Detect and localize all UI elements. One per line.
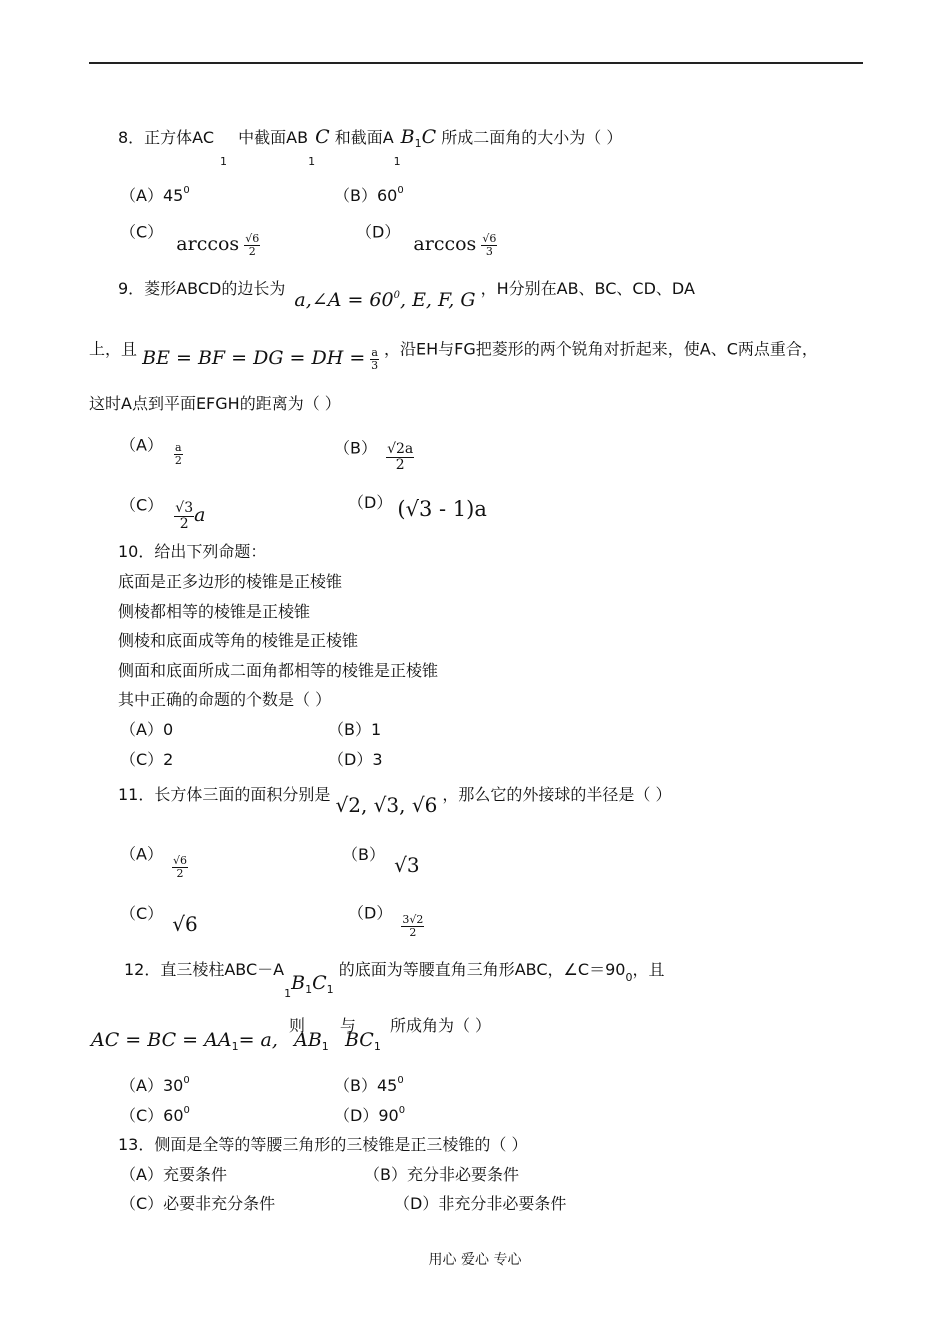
q12-option-b: $(B)45^0$ (334, 1075, 404, 1095)
q10-stem: 10．给出下列命题： (118, 542, 267, 561)
q11-option-d: （D） $\frac{3√2}{2}$ (348, 903, 424, 939)
q13-option-d: （D）非充分非必要条件 (394, 1194, 567, 1213)
q13-option-a: （A）充要条件 (120, 1165, 227, 1184)
q12-stem: 12．直三棱柱$ABC-A_1B_1C_1$ 的底面为等腰直角三角形ABC，$\angle C=90_0$，且 (124, 960, 665, 1000)
q9-line2: 上，且 BE = BF = DG = DH = $\frac{a}{3}$ ，沿EH与FG把菱形的两个锐角对折起来，使A、C两点重合， (89, 339, 818, 372)
q10-item-3: 侧棱和底面成等角的棱锥是正棱锥 (118, 631, 359, 650)
q10-option-c: （C）2 (120, 750, 174, 769)
q10-option-d: （D）3 (328, 750, 383, 769)
q10-item-4: 侧面和底面所成二面角都相等的棱锥是正棱锥 (118, 661, 439, 680)
q11-option-c: （C） √6 (120, 904, 198, 936)
header-rule (89, 62, 863, 64)
q11-stem: 11．长方体三面的面积分别是 √2, √3, √6 ，那么它的外接球的半径是（ ） (118, 785, 672, 817)
q13-option-c: （C）必要非充分条件 (120, 1194, 276, 1213)
q12-option-d: $(D)90^0$ (334, 1105, 406, 1125)
q9-option-a: （A） $\frac{a}{2}$ (120, 435, 182, 467)
q11-option-b: （B） √3 (342, 845, 420, 877)
q10-option-a: （A）0 (120, 720, 174, 739)
q12-option-a: $(A)30^0$ (120, 1075, 190, 1095)
q12-option-c: $(C)60^0$ (120, 1105, 190, 1125)
q9-option-c: （C） $\frac{√3}{2}$ a (120, 495, 206, 532)
q8-stem: 8．正方体$AC_1$ 中截面$AB_1C$ 和截面$A_1B_1C$ 所成二面角的大小为（ ） (118, 126, 623, 168)
q11-option-a: （A） $\frac{√6}{2}$ (120, 844, 188, 880)
q8-option-b: $(B)60^0$ (334, 185, 404, 205)
q10-question: 其中正确的命题的个数是（ ） (118, 690, 332, 709)
q10-item-2: 侧棱都相等的棱锥是正棱锥 (118, 602, 311, 621)
q13-stem: 13．侧面是全等的等腰三角形的三棱锥是正三棱锥的（ ） (118, 1135, 528, 1154)
page-footer: 用心 爱心 专心 (428, 1252, 522, 1268)
q8-option-d: （D） arccos $\frac{√6}{3}$ (356, 222, 497, 258)
q12-line2: AC = BC = $AA_1= a$, 则 $AB_1$ 与 $BC_1$ 所成角为（ ） (91, 1016, 492, 1053)
q9-line3: 这时A点到平面EFGH的距离为（ ） (89, 394, 341, 413)
q10-item-1: 底面是正多边形的棱锥是正棱锥 (118, 572, 343, 591)
q8-option-a: $(A)45^0$ (120, 185, 190, 205)
q13-option-b: （B）充分非必要条件 (364, 1165, 519, 1184)
q9-option-d: （D） (√3 - 1)a (348, 493, 487, 521)
q9-option-b: （B） $\frac{√2a}{2}$ (334, 438, 414, 473)
q9-stem: 9．菱形ABCD的边长为 a,∠A = $60^0$, E, F, G ，H分别在AB、BC、CD、DA (118, 279, 695, 311)
q8-option-c: （C） arccos $\frac{√6}{2}$ (120, 222, 260, 258)
q10-option-b: （B）1 (328, 720, 382, 739)
